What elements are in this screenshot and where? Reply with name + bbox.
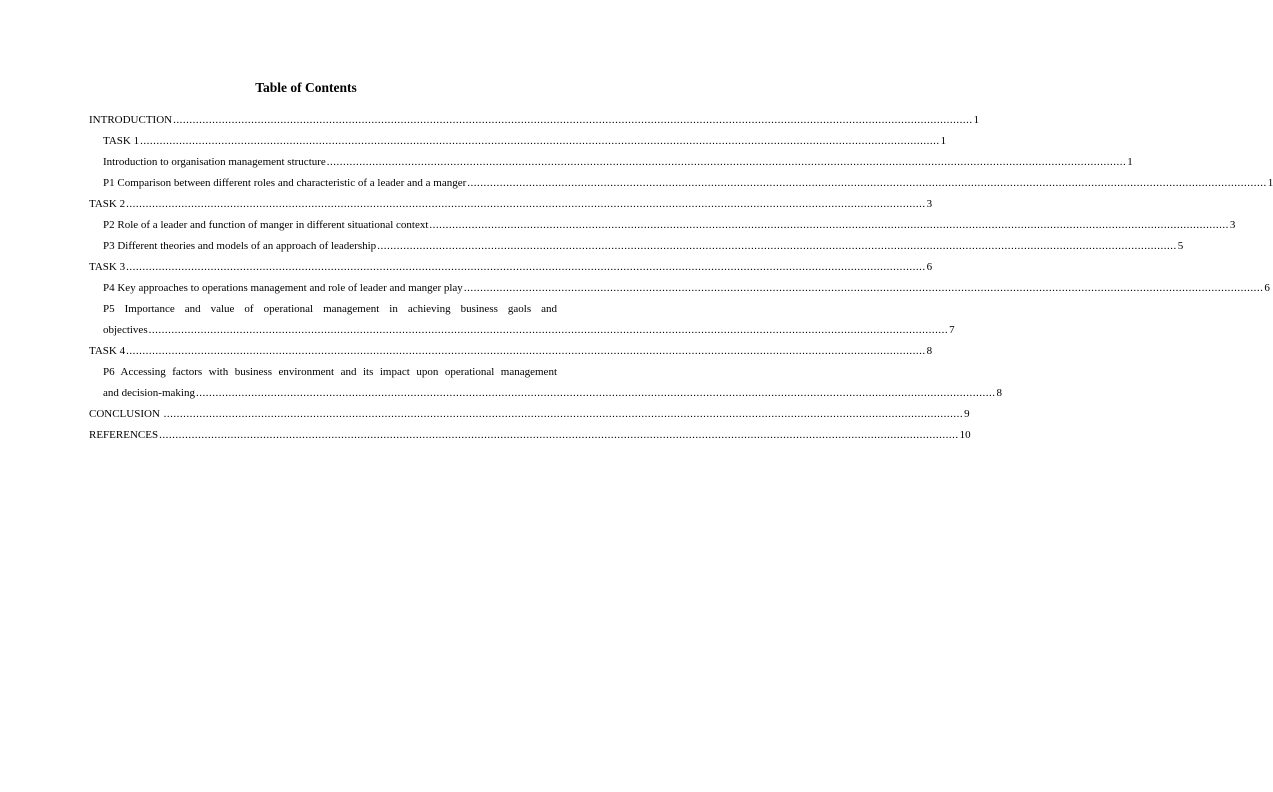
toc-entry-text: P1 Comparison between different roles and characteristic of a leader and a manger — [103, 177, 467, 189]
toc-dot-leader — [164, 404, 964, 425]
toc-entry-text: REFERENCES — [89, 429, 159, 441]
toc-page-number: 5 — [1177, 240, 1184, 252]
toc-page-number: 1 — [940, 135, 947, 147]
toc-entry-text: TASK 4 — [89, 345, 126, 357]
toc-page-number: 1 — [1267, 177, 1273, 189]
toc-entry-p1[interactable] — [89, 173, 1273, 194]
toc-entry-text: P4 Key approaches to operations management and role of leader and manger play — [103, 282, 463, 294]
toc-entry-task-4[interactable] — [89, 341, 933, 362]
toc-entry-text-line2: objectives — [103, 324, 148, 336]
toc-dot-leader — [377, 236, 1177, 257]
toc-entry-task-2[interactable] — [89, 194, 933, 215]
toc-entry-organisation-structure[interactable] — [89, 152, 1133, 173]
toc-entry-p5[interactable] — [89, 299, 955, 341]
toc-dot-leader — [140, 131, 940, 152]
toc-list — [89, 110, 1273, 446]
toc-entry-introduction[interactable] — [89, 110, 980, 131]
toc-entry-text: P2 Role of a leader and function of manger in different situational context — [103, 219, 429, 231]
toc-dot-leader — [327, 152, 1127, 173]
toc-page-number: 8 — [926, 345, 933, 357]
toc-entry-text: P3 Different theories and models of an approach of leadership — [103, 240, 377, 252]
toc-page-number: 9 — [964, 408, 970, 420]
toc-entry-text: CONCLUSION — [89, 408, 163, 420]
toc-page-number: 8 — [996, 387, 1002, 399]
toc-page-number: 7 — [949, 324, 955, 336]
toc-dot-leader — [196, 383, 996, 404]
toc-dot-leader — [173, 110, 973, 131]
toc-entry-conclusion[interactable] — [89, 404, 970, 425]
toc-entry-text-line2: and decision-making — [103, 387, 195, 399]
toc-dot-leader — [126, 257, 926, 278]
toc-dot-leader — [429, 215, 1229, 236]
toc-dot-leader — [159, 425, 959, 446]
toc-entry-p4[interactable] — [89, 278, 1270, 299]
toc-entry-references[interactable] — [89, 425, 971, 446]
toc-entry-text: TASK 2 — [89, 198, 126, 210]
toc-entry-text: INTRODUCTION — [89, 114, 173, 126]
toc-entry-text-line1: P5 Importance and value of operational management in achieving business gaols and — [103, 303, 557, 315]
toc-entry-text: TASK 3 — [89, 261, 126, 273]
toc-dot-leader — [126, 341, 926, 362]
toc-entry-text: Introduction to organisation management structure — [103, 156, 326, 168]
toc-entry-text: TASK 1 — [103, 135, 140, 147]
toc-dot-leader — [126, 194, 926, 215]
toc-dot-leader — [467, 173, 1267, 194]
toc-entry-task-3[interactable] — [89, 257, 933, 278]
toc-page-number: 10 — [959, 429, 971, 441]
toc-heading: Table of Contents — [255, 80, 357, 95]
toc-dot-leader — [149, 320, 949, 341]
toc-page-number: 1 — [973, 114, 980, 126]
toc-page-number: 1 — [1127, 156, 1133, 168]
toc-entry-p3[interactable] — [89, 236, 1184, 257]
toc-entry-task-1[interactable] — [89, 131, 947, 152]
toc-entry-p2[interactable] — [89, 215, 1236, 236]
toc-page-number: 6 — [1264, 282, 1270, 294]
toc-page-number: 3 — [1229, 219, 1236, 231]
toc-page-number: 6 — [926, 261, 933, 273]
toc-dot-leader — [464, 278, 1264, 299]
toc-entry-text-line1: P6 Accessing factors with business environment and its impact upon operational management — [103, 366, 557, 378]
toc-page-number: 3 — [926, 198, 933, 210]
toc-entry-p6[interactable] — [89, 362, 1002, 404]
